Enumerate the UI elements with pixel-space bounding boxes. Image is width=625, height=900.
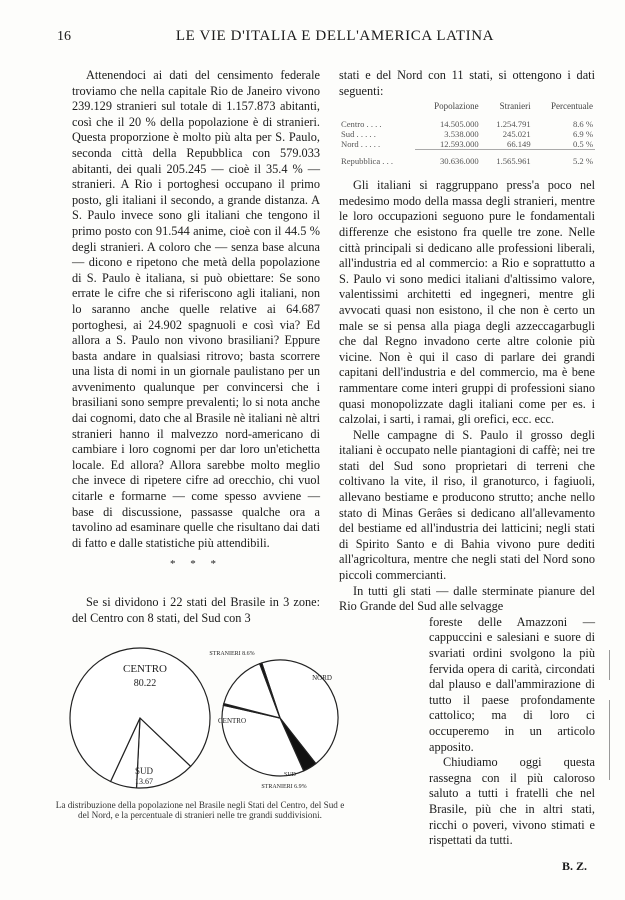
pie-charts: [55, 640, 345, 800]
section-separator: * * *: [170, 558, 222, 571]
pie-label-sud: SUD: [283, 772, 297, 778]
scan-edge-mark: [609, 650, 610, 680]
percent-cell: 0.5 %: [572, 139, 593, 150]
table-header: Stranieri: [499, 101, 531, 112]
population-cell: 30.636.000: [415, 150, 481, 167]
right-column: [339, 68, 595, 874]
zone-cell: Repubblica . . .: [341, 155, 394, 166]
table-header: [339, 101, 415, 119]
foreigners-cell: 66.149: [507, 139, 531, 150]
scan-edge-mark: [609, 700, 610, 780]
body-paragraph: Se si dividono i 22 stati del Brasile in 3 zone: del Centro con 8 stati, del Sud con 3: [72, 595, 320, 625]
pie-label-sud: SUD: [134, 766, 154, 776]
table-row: [339, 129, 595, 139]
percent-cell: 5.2 %: [533, 150, 595, 167]
page-header: [0, 26, 625, 46]
page-number: 16: [57, 29, 71, 44]
pie-label-stranieri-sud: STRANIERI 6.9%: [261, 784, 307, 790]
percent-cell: 6.9 %: [572, 129, 593, 140]
foreigners-cell: 1.254.791: [496, 119, 531, 130]
table-header-row: [339, 101, 595, 119]
foreigners-cell: 245.021: [502, 129, 531, 140]
body-paragraph: Nelle campagne di S. Paulo il grosso degli italiani è occupato nelle piantagioni di caffè; nei tre stati del Sud sono proprietari di terreni che coltivano la vite, il riso, il granoturco, i fagiuoli, allevano bestiame e producono strutto; anche nello stato di Minas Gerâes si dedicano all'allevamento del bestiame ed all'industria dei latticini; negli stati di Spirito Santo e di Bahia vivono pure dediti all'agricoltura, mentre che negli stati del Nord sono piccoli commercianti.: [339, 427, 595, 583]
pie-value-sud: 13.67: [135, 777, 153, 786]
table-row: [339, 119, 595, 129]
zone-cell: Nord . . . . .: [341, 139, 381, 150]
running-title: LE VIE D'ITALIA E DELL'AMERICA LATINA: [175, 28, 495, 44]
pie-value-centro: 80.22: [133, 678, 157, 689]
body-paragraph: In tutti gli stati — dalle sterminate pianure del Rio Grande del Sud alle selvagge: [339, 583, 595, 614]
pie-label-centro: CENTRO: [218, 717, 246, 725]
foreigners-cell: 1.565.961: [481, 150, 533, 167]
table-total-row: [339, 150, 595, 167]
left-column: [72, 68, 320, 626]
table-row: [339, 139, 595, 150]
table-header: Popolazione: [434, 101, 479, 112]
author-signature: B. Z.: [561, 858, 587, 873]
pie-label-nord: NORD: [312, 674, 332, 682]
body-paragraph: stati e del Nord con 11 stati, si ottengono i dati seguenti:: [339, 68, 595, 98]
pie-label-stranieri-centro: STRANIERI 8.6%: [209, 651, 255, 657]
pie-charts-figure: [55, 640, 345, 840]
body-paragraph: Gli italiani si raggruppano press'a poco nel medesimo modo della massa degli stranieri, mentre le loro occupazioni seguono pure le fondamentali differenze che esistono fra quelle tre zone. Nelle città principali si dedicano alle professioni liberali, all'industria ed al commercio: a Rio e soprattutto a S. Paulo vi sono medici italiani d'altissimo valore, valentissimi architetti ed ingegneri, mentre gli avvocati quasi non esistono, il che non è certo un male se si pensa alla piaga degli azzeccagarbugli che dal Regno invadono certe altre colonie più vicine. Non è qui il caso di parlare dei grandi capitani dell'industria e del commercio, ma è bene rammentare come interi gruppi di professioni siano quasi monopolizzate dagli italiani come per es. i calzolai, i sarti, i ramai, gli orefici, ecc. ecc.: [339, 178, 595, 427]
pie-label-centro: CENTRO: [123, 663, 167, 675]
population-table: [339, 101, 595, 166]
population-cell: 14.505.000: [439, 119, 479, 130]
zone-cell: Sud . . . . .: [341, 129, 376, 140]
figure-caption: La distribuzione della popolazione nel Brasile negli Stati del Centro, del Sud e del Nord, e la percentuale di stranieri nelle tre grandi suddivisioni.: [55, 800, 345, 820]
population-cell: 12.593.000: [439, 139, 479, 150]
body-paragraph: foreste delle Amazzoni — cappuccini e salesiani e suore di svariati ordini svolgono la più fervida opera di carità, circondati dal plauso e dall'ammirazione di tutto il paese profondamente cattolico; ma di loro ci occuperemo in un articolo apposito.: [429, 614, 595, 754]
percent-cell: 8.6 %: [572, 119, 593, 130]
body-paragraph: Attenendoci ai dati del censimento federale troviamo che nella capitale Rio de Janeiro vivono 239.129 stranieri sul totale di 1.157.873 abitanti, così che il 20 % della popolazione è di stranieri. Questa proporzione è molto più alta per S. Paulo, seconda città della Repubblica con 579.033 abitanti, dei quali 205.245 — cioè il 35.4 % — stranieri. A Rio i portoghesi occupano il primo posto, gli italiani il secondo, a grande distanza. A S. Paulo invece sono gli italiani che tengono il primo posto con 91.544 anime, cioè con il 44.5 % degli stranieri. A coloro che — senza base alcuna — dicono e ripetono che metà della popolazione di S. Paulo è italiana, si può obiettare: Se sono errate le cifre che si riferiscono agli italiani, non lo saranno anche quelle relative ai 64.687 portoghesi, ai 24.902 spagnuoli e così via? Ed allora a S. Paulo non vivono brasiliani? Eppure basta andare in qualsiasi ritrovo; basta scorrere una lista di nomi in un giornale paulistano per un avvenimento qualunque per convincersi che i brasiliani sono sempre prevalenti; lo si nota anche dai cognomi, dato che al Brasile nè italiani nè altri stranieri hanno il malvezzo nord-americano di cambiare i loro cognomi per dar loro un'etichetta locale. Ed allora? Allora sarebbe molto meglio che invece di ripetere cifre ad orecchio, chi vuol citarle e formarne — come spesso avviene — base di discussione, passasse qualche ora a tavolino ad esaminare quelle che risultano dai dati di fatto e dalle statistiche più attendibili.: [72, 68, 320, 550]
table-header: Percentuale: [551, 101, 593, 112]
population-cell: 3.538.000: [444, 129, 479, 140]
zone-cell: Centro . . . .: [341, 119, 382, 130]
body-paragraph: Chiudiamo oggi questa rassegna con il più caloroso saluto a tutti i fratelli che nel Brasile, più che in altri stati, ricchi o poveri, vivono stimati e rispettati da tutti.: [429, 755, 595, 848]
